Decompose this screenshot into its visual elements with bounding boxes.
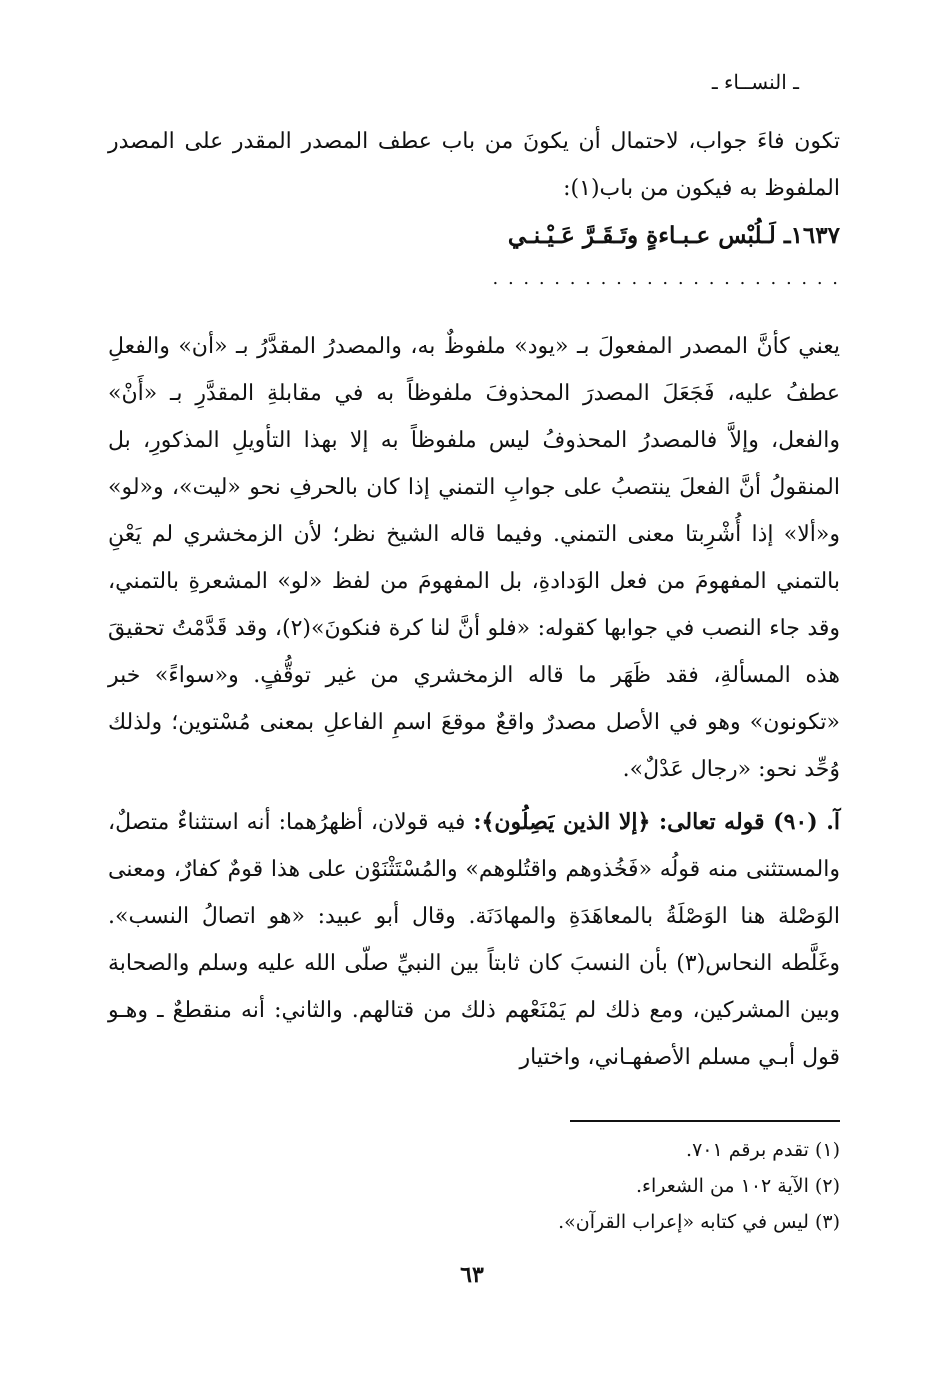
verse-commentary-text: فيه قولان، أظهرُهما: أنه استثناءٌ متصلٌ، والمستثنى منه قولُه «فَخُذوهم واقتُلوهم» والمُسْتَثْنَوْن على هذا قومٌ كفارٌ، ومعنى الوَصْلة هنا الوَصْلَةُ بالمعاهَدَةِ والمهادَنَة. وقال أبو عبيد: «هو اتصالُ النسب». وغَلَّطه النحاس(٣) بأن النسبَ كان ثابتاً بين النبيِّ صلّى الله عليه وسلم والصحابة وبين المشركين، ومع ذلك لم يَمْنَعْهم ذلك من قتالهم. والثاني: أنه منقطعٌ ـ وهـو قول أبـي مسلم الأصفهـاني، واختيار: [108, 810, 840, 1070]
footnote-1: (١) تقدم برقم ٧٠١.: [686, 1139, 840, 1161]
ellipsis-dots: . . . . . . . . . . . . . . . . . . . . . . .: [492, 268, 840, 289]
footnote-3: (٣) ليس في كتابه «إعراب القرآن».: [558, 1211, 840, 1233]
main-text: [108, 118, 840, 1081]
opening-paragraph: تكون فاءَ جواب، لاحتمال أن يكونَ من باب عطف المصدر المقدر على المصدر الملفوظ به فيكون من باب(١):: [108, 129, 840, 201]
footnote-separator: [570, 1120, 840, 1122]
footnotes: [340, 1132, 840, 1240]
verse-commentary-paragraph: [108, 799, 840, 1081]
footnote-2: (٢) الآية ١٠٢ من الشعراء.: [636, 1175, 840, 1197]
commentary-paragraph: يعني كأنَّ المصدر المفعولَ بـ «يود» ملفوظٌ به، والمصدرُ المقدَّرُ بـ «أن» والفعلِ عطفُ عليه، فَجَعَلَ المصدرَ المحذوفَ ملفوظاً به في مقابلةِ المقدَّرِ بـ «أَنْ» والفعل، وإلاَّ فالمصدرُ المحذوفُ ليس ملفوظاً به إلا بهذا التأويلِ المذكورِ، بل المنقولُ أنَّ الفعلَ ينتصبُ على جوابِ التمني إذا كان بالحرفِ نحو «ليت»، و«لو» و«ألا» إذا أُشْرِبتا معنى التمني. وفيما قاله الشيخ نظر؛ لأن الزمخشري لم يَعْنِ بالتمني المفهومَ من فعل الوَدادةِ، بل المفهومَ من لفظ «لو» المشعرةِ بالتمني، وقد جاء النصب في جوابها كقوله: «فلو أنَّ لنا كرة فنكونَ»(٢)، وقد قَدَّمْتُ تحقيقَ هذه المسألةِ، فقد ظَهَر ما قاله الزمخشري من غير توقُّفٍ. و«سواءً» خبر «تكونون» وهو في الأصل مصدرٌ واقعٌ موقعَ اسمِ الفاعلِ بمعنى مُسْتوين؛ ولذلك وُحِّد نحو: «رجال عَدْلٌ».: [108, 334, 841, 782]
verse-heading: آ. (٩٠) قوله تعالى: ﴿إلا الذين يَصِلُون﴾:: [473, 809, 840, 835]
running-head: ـ النســاء ـ: [711, 70, 799, 94]
poetry-verse: ١٦٣٧ـ لَـلُبْس عـبـاءةٍ وتَـقَـرَّ عَـيْـنـي: [507, 222, 840, 249]
page-number: ٦٣: [460, 1262, 484, 1288]
